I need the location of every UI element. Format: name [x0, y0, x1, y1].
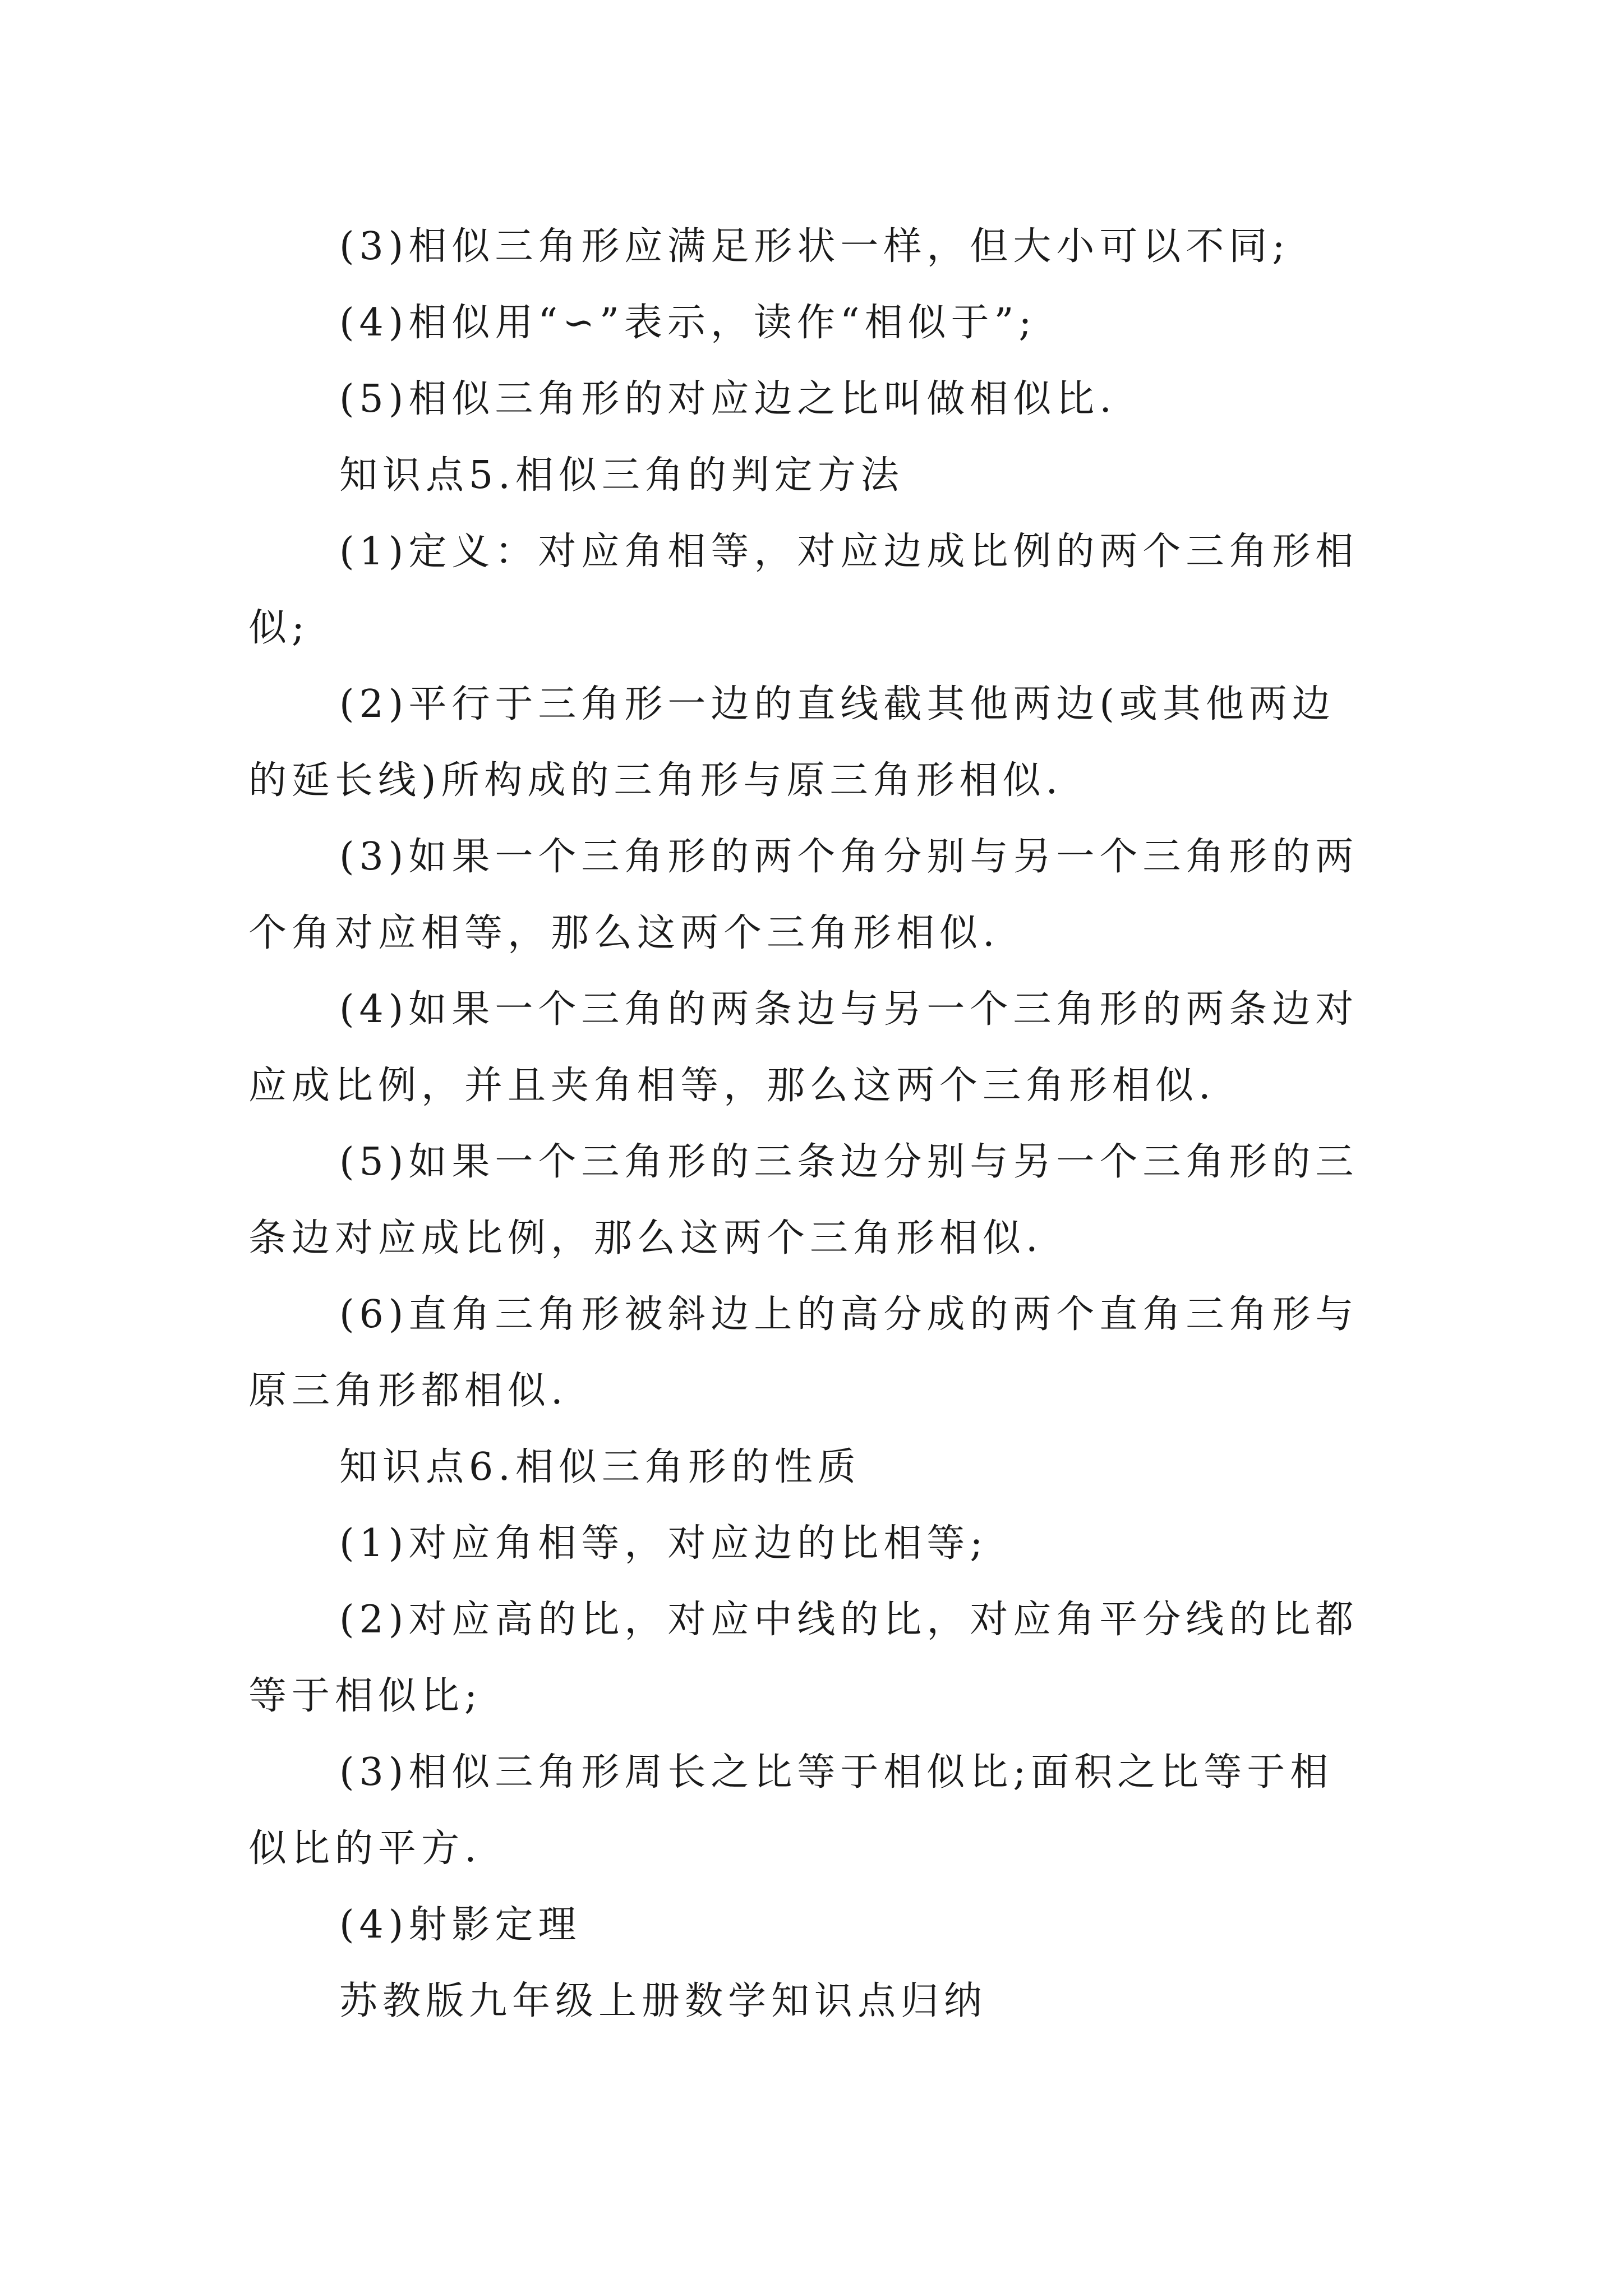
section-heading-criteria: 知识点5.相似三角的判定方法: [339, 453, 904, 498]
paragraph-projection-theorem: (4)射影定理: [339, 1903, 582, 1947]
paragraph-criterion-sss: (5)如果一个三角形的三条边分别与另一个三角形的三条边对应成比例，那么这两个三角形相似.: [248, 1140, 1359, 1260]
paragraph-similarity-ratio: (5)相似三角形的对应边之比叫做相似比.: [339, 377, 1117, 421]
paragraph-criterion-parallel: (2)平行于三角形一边的直线截其他两边(或其他两边的延长线)所构成的三角形与原三角形相似.: [248, 682, 1335, 803]
paragraph-property-heights-medians: (2)对应高的比，对应中线的比，对应角平分线的比都等于相似比;: [248, 1598, 1359, 1718]
paragraph-property-angles-sides: (1)对应角相等，对应边的比相等;: [339, 1521, 988, 1566]
paragraph-criterion-definition: (1)定义：对应角相等，对应边成比例的两个三角形相似;: [248, 530, 1359, 650]
document-footer-title: 苏教版九年级上册数学知识点归纳: [339, 1979, 988, 2023]
paragraph-similar-symbol: (4)相似用“∽”表示，读作“相似于”;: [339, 301, 1037, 345]
paragraph-criterion-aa: (3)如果一个三角形的两个角分别与另一个三角形的两个角对应相等，那么这两个三角形相似.: [248, 835, 1359, 955]
paragraph-criterion-right-triangle: (6)直角三角形被斜边上的高分成的两个直角三角形与原三角形都相似.: [248, 1292, 1359, 1413]
paragraph-property-perimeter-area: (3)相似三角形周长之比等于相似比;面积之比等于相似比的平方.: [248, 1750, 1334, 1871]
document-body: [248, 209, 1376, 2040]
section-heading-properties: 知识点6.相似三角形的性质: [339, 1445, 861, 1489]
paragraph-criterion-sas: (4)如果一个三角的两条边与另一个三角形的两条边对应成比例，并且夹角相等，那么这两个三角形相似.: [248, 987, 1359, 1108]
paragraph-similar-shape: (3)相似三角形应满足形状一样，但大小可以不同;: [339, 224, 1290, 269]
